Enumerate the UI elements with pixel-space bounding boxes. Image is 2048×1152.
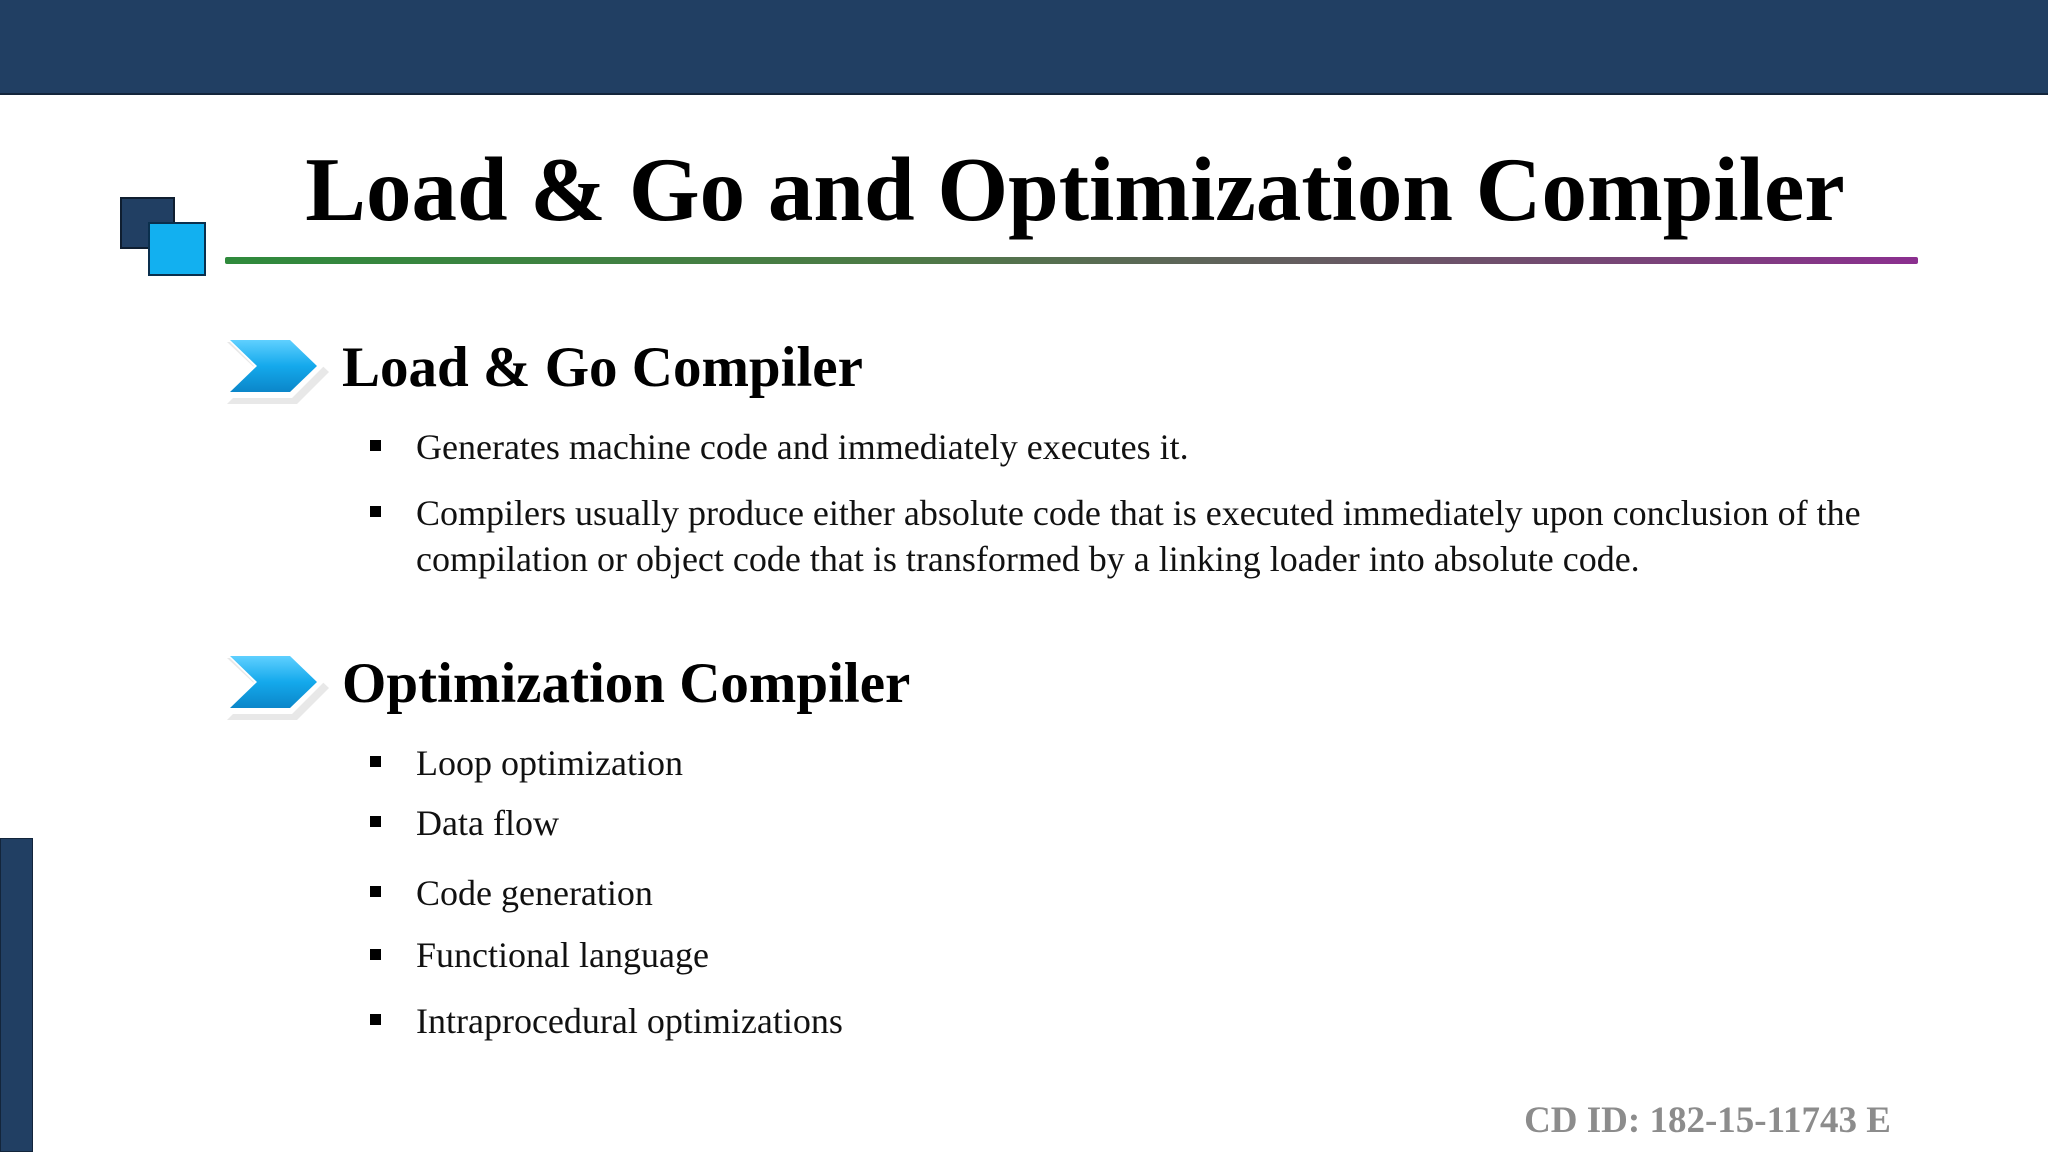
square-bullet-icon — [370, 1014, 381, 1025]
bullet-item: Intraprocedural optimizations — [416, 1001, 843, 1041]
square-bullet-icon — [370, 816, 381, 827]
title-underline — [225, 257, 1918, 264]
square-bullet-icon — [370, 756, 381, 767]
bullet-item: Code generation — [416, 873, 653, 913]
footer-id-text: CD ID: 182-15-11743 E — [1524, 1100, 1891, 1141]
bullet-item: Compilers usually produce either absolute code that is executed immediately upon conclusion of the compilation or object code that is transformed by a linking loader into absolute code. — [416, 493, 1861, 579]
bullet-item: Functional language — [416, 935, 709, 975]
square-bullet-icon — [370, 886, 381, 897]
section-heading-load-go: Load & Go Compiler — [342, 336, 863, 399]
bullet-item: Generates machine code and immediately executes it. — [416, 427, 1189, 467]
chevron-right-icon — [220, 328, 330, 408]
logo-square-light — [148, 222, 206, 276]
square-bullet-icon — [370, 949, 381, 960]
page-title: Load & Go and Optimization Compiler — [305, 139, 1845, 240]
left-accent-bar — [0, 838, 33, 1152]
bullet-item: Loop optimization — [416, 743, 683, 783]
square-bullet-icon — [370, 440, 381, 451]
chevron-right-icon — [220, 644, 330, 724]
section-heading-optimization: Optimization Compiler — [342, 652, 911, 715]
square-bullet-icon — [370, 506, 381, 517]
bullet-item: Data flow — [416, 803, 559, 843]
top-banner — [0, 0, 2048, 95]
